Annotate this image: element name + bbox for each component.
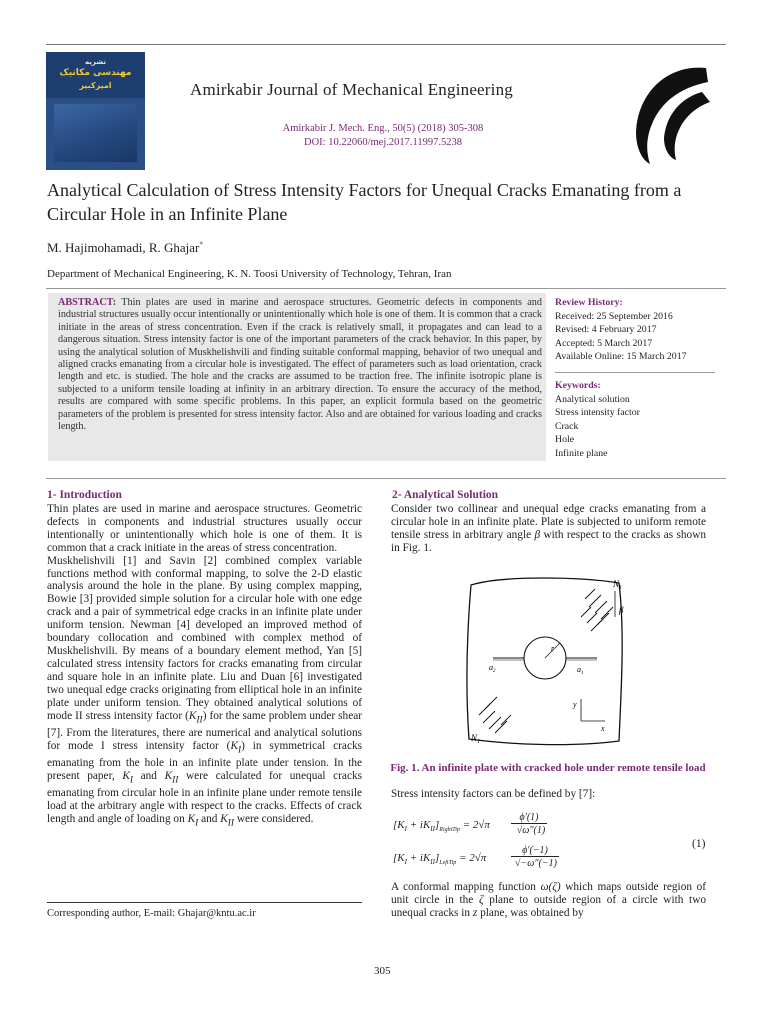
eq2-denominator: −ω″(−1) <box>520 858 557 869</box>
keywords-heading: Keywords: <box>555 379 601 391</box>
eq2-left-sub: LeftTip <box>439 860 457 867</box>
abstract-label: ABSTRACT: <box>58 297 117 308</box>
intro-paragraph-2 <box>47 555 362 830</box>
accepted-date: Accepted: 5 March 2017 <box>555 337 653 349</box>
eq1-k2: K <box>422 819 431 831</box>
intro-p2-text-c: ) in symmetrical cracks emanating from the hole in an infinite plate under tension. In the present paper, <box>47 739 363 782</box>
received-date: Received: 25 September 2016 <box>555 310 673 322</box>
abstract-text: Thin plates are used in marine and aerospace structures. Geometric defects in components and industrial structures usually occur intentionally or unintentionally which hole is one of them. It is common that a crack initiate in the areas of stress concentration. Even if the crack is relatively small, it propagates and can lead to a dangerous situation. Stress intensity factor is one of the important parameters of the crack behavior. In this paper, by using the analytical solution of Muskhelishvili and finding suitable conformal mapping, behavior of two unequal and aligned cracks emanating from a circular hole is investigated. The effect of parameters such as load orientation, crack length and etc. is studied. The hole and the cracks are assumed to be traction free. The infinite isotropic plane is subjected to a uniform tensile loading at infinity in an arbitrary direction. To ensure the accuracy of the method, results are compared with some specific problems. In this paper, an explicit formula based on the geometric parameters of the problem is presented for stress intensity factor. Also and are obtained for various loading and cracks length. <box>58 297 542 433</box>
kii-k: K <box>188 709 197 722</box>
top-rule <box>46 44 726 45</box>
ki-sub-2: I <box>129 774 134 785</box>
eq2-k: K <box>397 852 405 864</box>
eq1-kii-sub: II <box>430 825 435 834</box>
affiliation: Department of Mechanical Engineering, K. N. Toosi University of Technology, Tehran, Iran <box>47 268 452 280</box>
figure-label-r: r <box>551 644 555 653</box>
analytical-body <box>391 503 706 555</box>
analytical-p3-text-c: plane to outside region of a circle with two unequal cracks in <box>391 893 706 919</box>
eq1-right-sub: RightTip <box>439 827 460 834</box>
journal-cover-image <box>46 52 145 170</box>
figure-label-n1-bottom: $N_1$ <box>471 733 481 745</box>
intro-p2-text-e: were calculated for unequal cracks emanating from circular hole in an infinite plane under remote tensile load at the arbitrary angle with respect to the cracks. Effects of crack length and angle of loading on <box>47 769 363 825</box>
beta-symbol: β <box>534 528 541 541</box>
ki-sub: I <box>237 744 242 755</box>
intro-p2-text-g: were considered. <box>236 812 314 825</box>
figure-label-y: y <box>573 700 577 709</box>
analytical-p3-text-d: plane, was obtained by <box>480 906 584 919</box>
review-history-panel <box>555 296 725 461</box>
paper-title: Analytical Calculation of Stress Intensity Factors for Unequal Cracks Emanating from a Circular Hole in an Infinite Plane <box>47 180 682 224</box>
analytical-paragraph-2: Stress intensity factors can be defined by [7]: <box>391 788 596 800</box>
ki-k-3: K <box>187 812 196 825</box>
eq2-numerator: ϕ′(−1) <box>511 845 559 857</box>
doi-link[interactable]: DOI: 10.22060/mej.2017.11997.5238 <box>304 137 462 148</box>
footnote-rule <box>47 902 362 903</box>
keyword-item: Analytical solution <box>555 393 630 405</box>
kii-symbol <box>188 709 203 725</box>
ki-sub-3: I <box>195 817 199 828</box>
keyword-item: Hole <box>555 434 575 446</box>
kii-sub-3: II <box>227 817 235 828</box>
ki-k: K <box>230 739 238 752</box>
cover-line-2: مهندسی مکانیک <box>59 68 132 78</box>
load-arrows-bottom <box>479 697 511 733</box>
ki-k-2: K <box>122 769 130 782</box>
ki-symbol <box>230 739 242 755</box>
kii-k-2: K <box>164 769 173 782</box>
intro-paragraph-1: Thin plates are used in marine and aerospace structures. Geometric defects in components and industrial structures usually occur intentionally or unintentionally which hole is one of them. It is common that a crack initiate in the areas of stress concentration. <box>47 503 362 554</box>
analytical-heading: 2- Analytical Solution <box>392 489 499 501</box>
figure-1-diagram <box>463 573 627 749</box>
load-arrows-top <box>581 589 613 631</box>
analytical-p1-text-b: with respect to the cracks as shown in Fig. 1. <box>391 528 707 554</box>
z-symbol: z <box>472 906 478 919</box>
kii-sub: II <box>196 714 203 725</box>
kii-sub-2: II <box>172 774 179 785</box>
corresponding-author-note: Corresponding author, E-mail: Ghajar@kntu.ac.ir <box>47 908 256 919</box>
intro-p2-text-b: ) for the same problem under shear [7]. From the literatures, there are numerical and analytical solutions for mode I stress intensity factor ( <box>47 709 362 752</box>
figure-label-beta: β <box>619 605 624 615</box>
figure-label-a2: $a_2$ <box>489 663 496 674</box>
abstract <box>58 297 542 433</box>
eq1-ki-sub: I <box>404 825 407 834</box>
kii-k-3: K <box>220 812 228 825</box>
cover-line-3: امیرکبیر <box>79 81 112 90</box>
kii-symbol-3 <box>220 812 235 828</box>
figure-label-a1: $a_1$ <box>577 665 584 676</box>
eq2-k2: K <box>422 852 431 864</box>
analytical-paragraph-1 <box>391 503 706 555</box>
revised-date: Revised: 4 February 2017 <box>555 324 657 336</box>
eq2-kii-sub: II <box>430 858 435 867</box>
ki-symbol-3 <box>187 812 199 828</box>
keyword-item: Infinite plane <box>555 447 608 459</box>
review-separator <box>555 372 715 373</box>
analytical-p1-text-a: Consider two collinear and unequal edge cracks emanating from a circular hole in an infinite plate. Plate is subjected to uniform remote tensile stress in arbitrary angle <box>391 503 706 541</box>
eq2-ki-sub: I <box>404 858 407 867</box>
author-list <box>47 240 203 256</box>
cover-illustration <box>54 104 137 162</box>
intro-p2-text-f: and <box>201 812 218 825</box>
corresponding-mark: * <box>199 240 203 249</box>
journal-logo-icon <box>628 62 712 166</box>
online-date: Available Online: 15 March 2017 <box>555 351 687 363</box>
citation-block <box>258 122 508 150</box>
figure-label-x: x <box>601 724 605 733</box>
analytical-p3-text-b: which maps outside region of unit circle in the <box>391 881 707 906</box>
eq1-denominator: ω″(1) <box>522 825 546 836</box>
figure-label-n1-top: $N_1$ <box>613 579 623 591</box>
analytical-p3-text-a: A conformal mapping function <box>391 881 536 893</box>
equation-right-tip: $[K_I + iK_{II}]_{RightTip} = 2√\pi$ ϕ′(1) √ω″(1) <box>393 812 546 836</box>
eq1-k: K <box>397 819 405 831</box>
journal-name: Amirkabir Journal of Mechanical Engineering <box>190 80 513 99</box>
intro-body <box>47 503 362 830</box>
review-history-heading: Review History: <box>555 297 623 308</box>
equation-number: (1) <box>692 838 706 850</box>
kii-symbol-2 <box>164 769 179 785</box>
cover-line-1: نشریه <box>85 58 106 66</box>
equation-left-tip: $[K_I + iK_{II}]_{LeftTip} = 2√\pi$ ϕ′(−1) √−ω″(−1) <box>393 848 603 874</box>
abstract-bottom-rule <box>46 478 726 479</box>
abstract-top-rule <box>46 288 726 289</box>
eq1-numerator: ϕ′(1) <box>511 812 547 824</box>
page-number: 305 <box>374 965 391 977</box>
keyword-item: Stress intensity factor <box>555 407 640 419</box>
authors-text: M. Hajimohamadi, R. Ghajar <box>47 240 200 255</box>
figure-1-caption: Fig. 1. An infinite plate with cracked hole under remote tensile load <box>390 762 706 774</box>
intro-p2-text-d: and <box>140 769 157 782</box>
citation-line: Amirkabir J. Mech. Eng., 50(5) (2018) 305-308 <box>282 123 484 134</box>
omega-symbol: ω(ζ) <box>540 881 561 893</box>
intro-p2-text-a: Muskhelishvili [1] and Savin [2] combined complex variable functions method with conformal mapping, to solve the 2-D elastic analysis around the hole in the plane. By using complex mapping, Bowie [3] provided simple solution for a circular hole with one edge crack and a pair of symmetrical edge cracks in an infinite plate under uniform tension. Newman [4] developed an improved method of boundary collocation and combined with complex method of Muskhelishvili. By means of a boundary element method, Yan [5] calculated stress intensity factors for cracks emanating from circular and square hole in an infinite plate. Liu and Duan [6] investigated two unequal edge cracks originating from elliptical hole in an infinite plate under uniform tension. They obtained analytical solutions of mode II stress intensity factor ( <box>47 554 362 722</box>
intro-heading: 1- Introduction <box>47 489 122 501</box>
analytical-paragraph-3 <box>391 881 706 920</box>
ki-symbol-2 <box>122 769 134 785</box>
zeta-symbol: ζ <box>478 893 484 906</box>
keyword-item: Crack <box>555 420 579 432</box>
